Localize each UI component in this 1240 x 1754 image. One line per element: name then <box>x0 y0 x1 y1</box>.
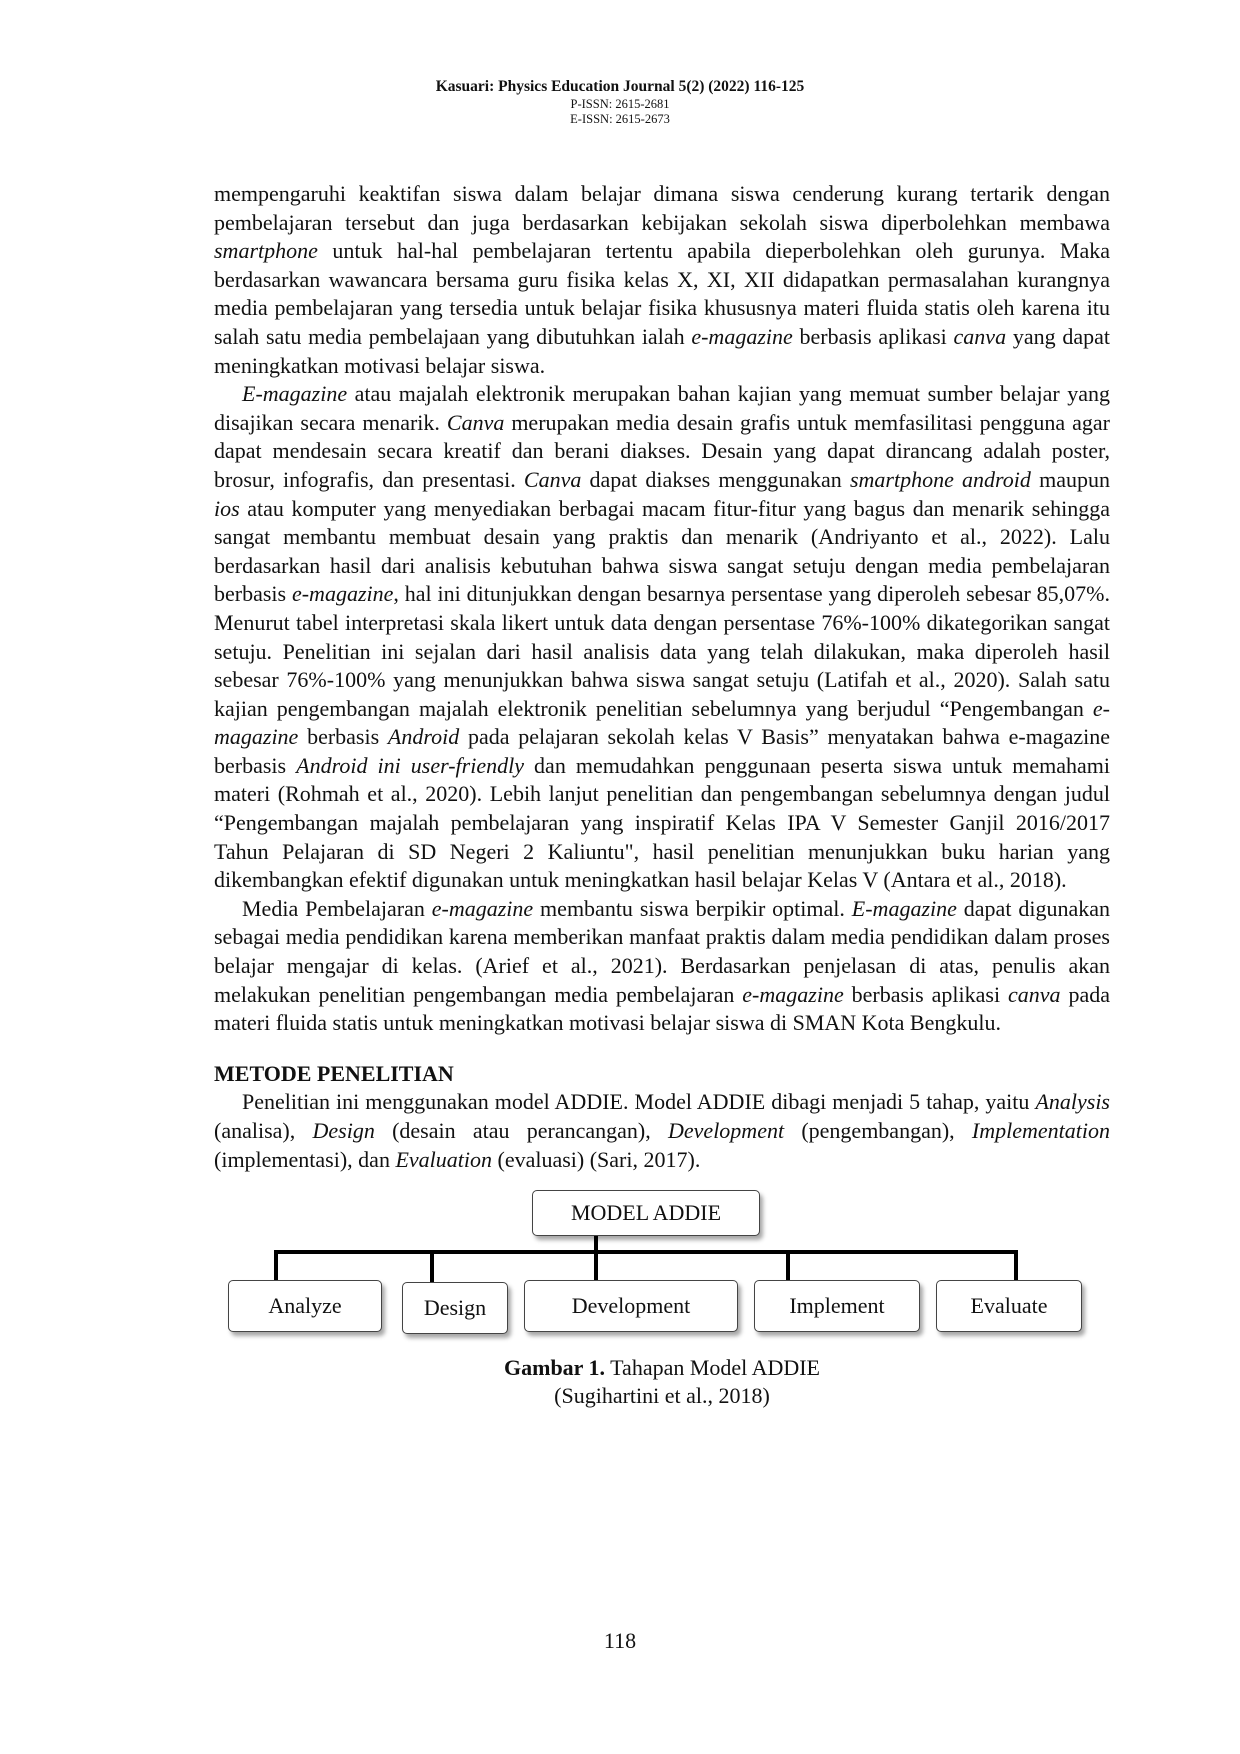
page-number: 118 <box>603 1628 637 1653</box>
text-run: pada pelajaran sekolah kelas V Basis” menyatakan bahwa e-magazine berbasis <box>214 724 1111 778</box>
text-run: Media Pembelajaran <box>242 895 432 921</box>
italic-term: e-magazine <box>742 981 844 1007</box>
text-run: dapat diakses menggunakan <box>581 466 850 492</box>
text-run: berbasis aplikasi <box>843 981 1009 1007</box>
diagram-root-box <box>532 1190 760 1236</box>
print-issn: P-ISSN: 2615-2681 <box>570 97 670 111</box>
connector-horizontal <box>274 1250 1016 1254</box>
text-run: (implementasi), dan <box>214 1146 396 1172</box>
connector-development <box>594 1250 598 1280</box>
text-run: berbasis <box>298 724 388 750</box>
italic-term: Android <box>387 724 460 750</box>
text-run: Penelitian ini menggunakan model ADDIE. Model ADDIE dibagi menjadi 5 tahap, yaitu <box>242 1089 1036 1115</box>
text-run: atau komputer yang menyediakan berbagai macam fitur-fitur yang bagus dan menarik sehingga sangat membantu membuat desain yang praktis dan menarik (Andriyanto et al., 2022). Lalu berdasarkan hasil dari analisis kebutuhan bahwa siswa sangat setuju dengan media pembelajaran berbasis <box>214 495 1110 607</box>
text-run: (analisa), <box>214 1118 313 1143</box>
stage-box-design <box>402 1282 508 1334</box>
italic-term: Design <box>312 1118 375 1143</box>
italic-term: Evaluation <box>395 1146 492 1172</box>
diagram-root-label: MODEL ADDIE <box>570 1200 722 1226</box>
connector-analyze <box>274 1250 278 1280</box>
text-run: dan memudahkan penggunaan peserta siswa untuk memahami materi (Rohmah et al., 2020). Lebih lanjut penelitian dan pengembangan sebelumnya dengan judul “Pengembangan majalah pembelajaran yang inspiratif Kelas IPA V Semester Ganjil 2016/2017 Tahun Pelajaran di SD Negeri 2 Kaliuntu", hasil penelitian menunjukkan buku harian yang dikembangkan efektif digunakan untuk meningkatkan hasil belajar Kelas V (Antara et al., 2018). <box>214 752 1110 893</box>
body-paragraph-2 <box>214 380 1110 895</box>
italic-term: Implementation <box>971 1118 1111 1143</box>
italic-term: e-magazine <box>214 695 1110 750</box>
stage-label-development: Development <box>571 1293 691 1319</box>
stage-box-development <box>524 1280 738 1332</box>
stage-label-evaluate: Evaluate <box>970 1293 1048 1319</box>
italic-term: Canva <box>446 409 505 435</box>
italic-term: Canva <box>523 466 582 492</box>
italic-term: ios <box>214 495 240 521</box>
text-run: membantu siswa berpikir optimal. <box>533 895 852 921</box>
text-run: berbasis aplikasi <box>792 323 954 349</box>
text-run: yang dapat meningkatkan motivasi belajar siswa. <box>214 323 1110 378</box>
text-run: (pengembangan), <box>784 1118 972 1143</box>
italic-term: e-magazine <box>291 581 394 607</box>
text-run: atau majalah elektronik merupakan bahan kajian yang memuat sumber belajar yang disajikan secara menarik. <box>214 381 1110 435</box>
stage-box-implement <box>754 1280 920 1332</box>
text-run: mempengaruhi keaktifan siswa dalam belajar dimana siswa cenderung kurang tertarik dengan pembelajaran tersebut dan juga berdasarkan kebijakan sekolah siswa diperbolehkan membawa <box>214 181 1110 235</box>
stage-box-analyze <box>228 1280 382 1332</box>
figure-caption-text: Tahapan Model ADDIE <box>605 1355 820 1381</box>
text-run: maupun <box>1030 466 1110 492</box>
stage-label-design: Design <box>423 1295 487 1321</box>
italic-term: E-magazine <box>242 381 348 407</box>
figure-caption-title <box>214 1354 1110 1382</box>
text-run: pada materi fluida statis untuk meningkatkan motivasi belajar siswa di SMAN Kota Bengkulu. <box>214 981 1110 1036</box>
body-paragraph-1 <box>214 180 1110 380</box>
stage-label-analyze: Analyze <box>268 1293 342 1319</box>
figure-caption <box>214 1354 1110 1410</box>
journal-header <box>0 77 1240 127</box>
italic-term: e-magazine <box>431 895 534 921</box>
italic-term: Analysis <box>1035 1089 1110 1115</box>
page-body <box>214 180 1110 1410</box>
journal-title: Kasuari: Physics Education Journal 5(2) (2022) 116-125 <box>435 78 805 95</box>
text-run: untuk hal-hal pembelajaran tertentu apabila dieperbolehkan oleh gurunya. Maka berdasarkan wawancara bersama guru fisika kelas X, XI, XII didapatkan permasalahan kurangnya media pembelajaran yang tersedia untuk belajar fisika khususnya materi fluida statis oleh karena itu salah satu media pembelajaan yang dibutuhkan ialah <box>214 238 1110 349</box>
italic-term: smartphone <box>214 238 318 264</box>
figure-caption-source: (Sugihartini et al., 2018) <box>554 1383 770 1409</box>
italic-term: canva <box>1008 981 1061 1007</box>
italic-term: E-magazine <box>851 895 957 921</box>
italic-term: canva <box>953 323 1007 349</box>
connector-evaluate <box>1014 1250 1018 1280</box>
section-heading: METODE PENELITIAN <box>214 1060 454 1086</box>
italic-term: Android ini user-friendly <box>296 752 524 778</box>
method-paragraph <box>214 1088 1110 1174</box>
connector-implement <box>786 1250 790 1280</box>
text-run: , hal ini ditunjukkan dengan besarnya persentase yang diperoleh sebesar 85,07%. Menurut tabel interpretasi skala likert untuk data dengan persentase 76%-100% dikategorikan sangat setuju. Penelitian ini sejalan dari hasil analisis data yang telah dilakukan, maka diperoleh hasil sebesar 76%-100% yang menunjukkan bahwa siswa sangat setuju (Latifah et al., 2020). Salah satu kajian pengembangan majalah elektronik penelitian sebelumnya yang berjudul “Pengembangan <box>214 581 1111 721</box>
stage-label-implement: Implement <box>789 1293 885 1319</box>
italic-term: Development <box>668 1118 785 1143</box>
italic-term: smartphone android <box>849 466 1031 492</box>
italic-term: e-magazine <box>691 323 793 349</box>
electronic-issn: E-ISSN: 2615-2673 <box>570 112 670 126</box>
text-run: (desain atau perancangan), <box>374 1118 669 1143</box>
body-paragraph-3 <box>214 895 1110 1038</box>
text-run: merupakan media desain grafis untuk memfasilitasi pengguna agar dapat mendesain secara kreatif dan berani diakses. Desain yang dapat dirancang adalah poster, brosur, infografis, dan presentasi. <box>214 409 1110 492</box>
figure-caption-label: Gambar 1. <box>504 1355 606 1381</box>
text-run: (evaluasi) (Sari, 2017). <box>492 1146 701 1172</box>
addie-diagram <box>214 1188 1110 1348</box>
connector-design <box>430 1250 434 1282</box>
text-run: dapat digunakan sebagai media pendidikan karena memberikan manfaat praktis dalam media pendidikan dalam proses belajar mengajar di kelas. (Arief et al., 2021). Berdasarkan penjelasan di atas, penulis akan melakukan penelitian pengembangan media pembelajaran <box>214 895 1110 1007</box>
stage-box-evaluate <box>936 1280 1082 1332</box>
